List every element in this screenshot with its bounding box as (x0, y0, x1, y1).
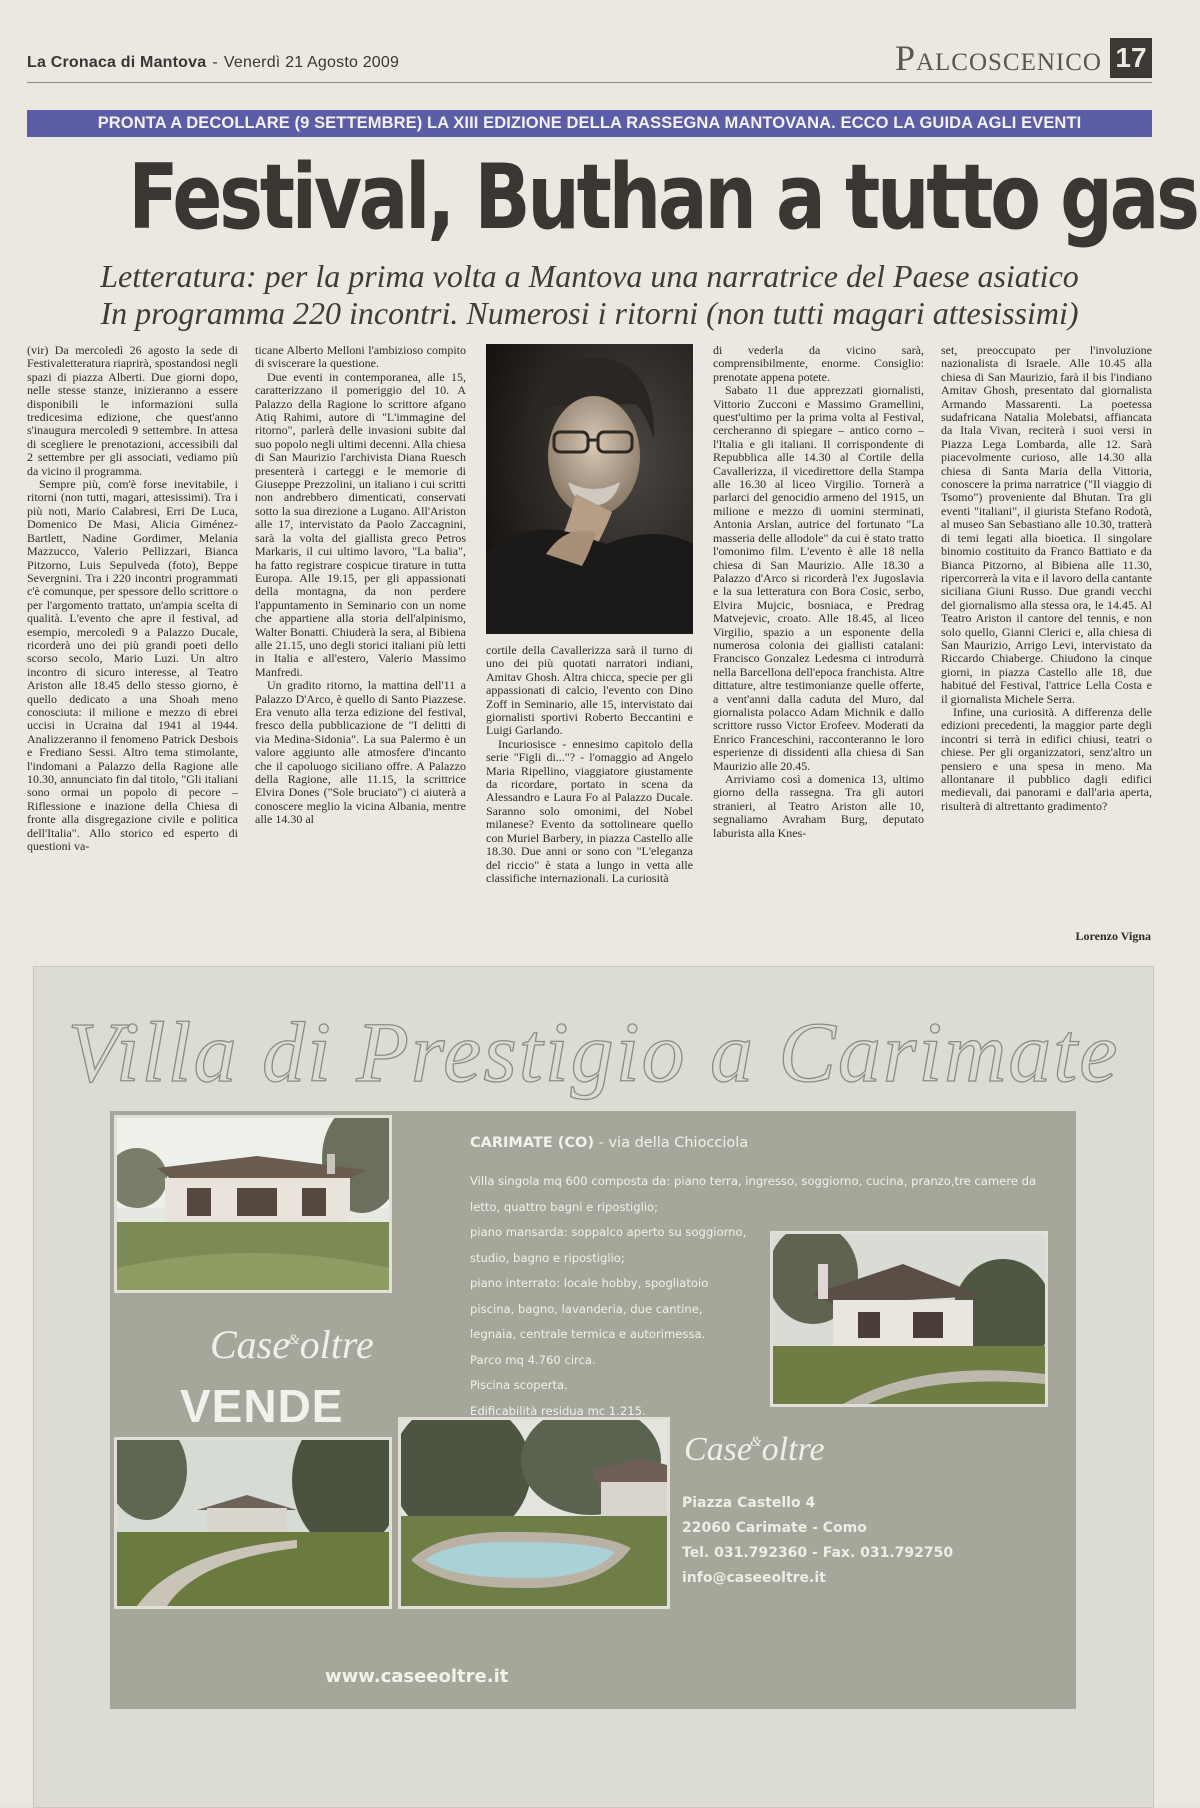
publication-name: La Cronaca di Mantova (27, 54, 207, 71)
contact-city: 22060 Carimate - Como (682, 1520, 867, 1536)
issue-date: Venerdì 21 Agosto 2009 (223, 54, 400, 71)
paragraph: Arriviamo così a domenica 13, ultimo giorno della rassegna. Tra gli autori stranieri, al Teatro Ariston alle 10, segnaliamo Avraham Burg, deputato laburista alla Knes- (713, 772, 924, 840)
villa-photo-pool (398, 1417, 670, 1609)
logo-text-main: Case (684, 1431, 752, 1468)
agency-logo-secondary (684, 1431, 825, 1469)
article-column-4 (713, 344, 924, 942)
paragraph: Sabato 11 due apprezzati giornalisti, Vittorio Zucconi e Massimo Gramellini, quest'ultimo per la prima volta al Festival, cercheranno di spiegare – antico corno – l'Italia e gli italiani. Il corrispondente di Repubblica alle 14.30 al Cortile della Cavallerizza, il vicedirettore della Stampa alle 16.30 al liceo Virgilio. Tornerà a parlarci del genocidio armeno del 1915, un milione e mezzo di uomini sterminati, Antonia Arslan, autrice del fortunato "La masseria delle allodole" da cui è stato tratto l'omonimo film. L'evento è alle 18 nella chiesa di San Maurizio. Alle 18.30 a Palazzo d'Arco si ricorderà l'ex Jugoslavia e la sua letteratura con Bora Cosic, serbo, Elvira Mujcic, bosniaca, e Predrag Matvejevic, croato. Alle 18.45, al liceo Virgilio, spazio a un esponente della numerosa colonia dei giallisti catalani: Francisco Gonzalez Ledesma ci introdurrà nella Barcellona dell'epoca franchista. Altre dittature, altre testimonianze quelle offerte, a vent'anni dalla caduta del Muro, dal giornalista polacco Adam Michnik e dallo scrittore russo Victor Erofeev. Moderati da Enrico Franceschini, racconteranno le loro esperienze di dissidenti alla chiesa di San Maurizio alle 20.45. (713, 383, 924, 773)
portrait-illustration (486, 344, 693, 634)
logo-text-main: Case (210, 1322, 290, 1367)
pool-illustration (401, 1420, 667, 1606)
headline: Festival, Buthan a tutto gas (128, 145, 1197, 250)
contact-address: Piazza Castello 4 (682, 1495, 816, 1511)
agency-logo (210, 1321, 374, 1368)
agency-website: www.caseeoltre.it (325, 1666, 509, 1687)
paragraph: cortile della Cavallerizza sarà il turno di uno dei più quotati narratori indiani, Amitav Ghosh. Altra chicca, specie per gli appassionati di calcio, l'evento con Dino Zoff in Seminario, alle 15, intervistato dai giornalisti sportivi Roberto Beccantini e Luigi Garlando. (486, 644, 693, 738)
description-line: piano mansarda: soppalco aperto su soggiorno, (470, 1225, 747, 1239)
logo-text-sup: & (288, 1332, 300, 1348)
page-header-right (895, 38, 1152, 78)
villa-side-illustration (773, 1234, 1045, 1404)
paragraph: set, preoccupato per l'involuzione nazionalista di Israele. Alle 10.45 alla chiesa di San Maurizio, farà il bis l'indiano Amitav Ghosh, presentato dal giornalista Armando Massarenti. La poetessa sudafricana Natalia Molebatsi, affiancata da Itala Vivan, reciterà i suoi versi in Piazza Lega Lombarda, alle 12. Sarà piacevolmente curioso, alle 14.30 alla chiesa di Santa Maria della Vittoria, conoscere la prima narratrice ("Il viaggio di Tsomo") proveniente dal Bhutan. Tra gli eventi "italiani", il giurista Stefano Rodotà, al museo San Sebastiano alle 10.30, tratterà di temi legati alla bioetica. Il singolare binomio costituito da Franco Battiato e da Bianca Pitzorno, al Bibiena alle 11.30, ripercorrerà la vita e il lavoro della cantante siciliana Giuni Russo. Due grandi vecchi del giornalismo alla stessa ora, le 14.45. Al Teatro Ariston il cantore del tennis, e non solo quello, Gianni Clerici e, alla chiesa di San Maurizio, Arrigo Levi, intervistato da Riccardo Chiaberge. Chiudono la cinque giorni, in piazza Castello alle 18, due habitué del Festival, l'attrice Lella Costa e il giornalista Michele Serra. (941, 344, 1152, 706)
paragraph: (vir) Da mercoledì 26 agosto la sede di Festivaletteratura riaprirà, spostandosi negli spazi di piazza Alberti. Due giorni dopo, nelle stesse stanze, inizieranno a essere disponibili le informazioni sulla tredicesima edizione, che quest'anno s'inaugura mercoledì 9 settembre. In attesa di scegliere le prenotazioni, accessibili dal 2 settembre per gli associati, vediamo più da vicino il programma. (27, 344, 238, 478)
author-photo (486, 344, 693, 634)
subheadline (27, 258, 1152, 332)
page-header-left (27, 54, 399, 72)
article-column-5 (941, 344, 1152, 942)
page-number: 17 (1110, 38, 1152, 78)
subheadline-line-1: Letteratura: per la prima volta a Mantova una narratrice del Paese asiatico (100, 258, 1079, 294)
description-line: legnaia, centrale termica e autorimessa. (470, 1327, 706, 1341)
section-name: Palcoscenico (894, 38, 1102, 78)
description-line: Parco mq 4.760 circa. (470, 1352, 596, 1367)
property-address: - via della Chiocciola (594, 1135, 749, 1151)
real-estate-advertisement (33, 966, 1154, 1808)
paragraph: Infine, una curiosità. A differenza delle edizioni precedenti, la maggior parte degli incontri si terrà in edifici chiusi, teatri o chiese. Per gli organizzatori, senz'altro un pensiero e una spesa in meno. Ma allontanare il pubblico dagli edifici medievali, dai panorami e dall'aria aperta, risulterà di altrettanto gradimento? (941, 704, 1152, 813)
agency-contact (682, 1491, 954, 1591)
paragraph: di vederla da vicino sarà, comprensibilmente, enorme. Consiglio: prenotate appena potete. (713, 344, 924, 384)
villa-photo-garden (114, 1437, 392, 1609)
logo-text-end: oltre (761, 1431, 825, 1468)
description-line: Villa singola mq 600 composta da: piano terra, ingresso, soggiorno, cucina, pranzo,tre camere da (470, 1174, 1037, 1188)
logo-text-sup: & (750, 1434, 762, 1450)
paragraph: Sempre più, com'è forse inevitabile, i ritorni (non tutti, magari, attesissimi). Tra i più noti, Mario Calabresi, Erri De Luca, Domenico De Masi, Alicia Giménez-Bartlett, Nadine Gordimer, Melania Mazzucco, Valerio Pellizzari, Bianca Pitzorno, Luis Sepulveda (foto), Beppe Severgnini. Tra i 220 incontri programmati c'è comunque, per spessore dello scrittore o per l'argomento trattato, un'ampia scelta di qualità. L'evento che apre il festival, ad esempio, mercoledì 9 a Palazzo Ducale, ricorderà uno dei più grandi poeti dello scorso secolo, Mario Luzi. Un altro incontro di sicuro interesse, al Teatro Ariston alle 18.45 dello stesso giorno, è quello dedicato a una Shoah meno conosciuta: il milione e mezzo di ebrei uccisi in Ucraina dal 1941 al 1944. Analizzeranno il fenomeno Patrick Desbois e Frediano Sessi. Altro tema stimolante, l'indomani a Palazzo della Ragione alle 10.30, annunciato fin dal titolo, "Gli italiani sono ormai un popolo di pecore – Riflessione e inazione della Chiesa di fronte alla disgregazione civile e politica dell'Italia". Allo storico ed esperto di questioni va- (27, 477, 238, 854)
article-column-1 (27, 344, 238, 942)
ad-title: Villa di Prestigio a Carimate (67, 1004, 1120, 1100)
header-separator: - (212, 54, 218, 71)
paragraph: Due eventi in contemporanea, alle 15, caratterizzano il pomeriggio del 10. A Palazzo della Ragione lo scrittore afgano Atiq Rahimi, autore di "L'immagine del ritorno", parlerà delle invasioni subite dal suo popolo negli ultimi decenni. Alla chiesa di San Maurizio l'archivista Diana Ruesch presenterà i carteggi e le memorie di Giuseppe Prezzolini, un italiano i cui scritti non andrebbero dimenticati, conservati sotto la sua direzione a Lugano. All'Ariston alle 17, intervistato da Paolo Zaccagnini, sarà la volta del giallista greco Petros Markaris, il cui ultimo lavoro, "La balia", ha fatto registrare cospicue tirature in tutta Europa. Alle 19.15, per gli appassionati della montagna, da non perdere l'appuntamento in Seminario con un nome che appartiene alla storia dell'alpinismo, Walter Bonatti. Chiuderà la sera, al Bibiena alle 21.15, uno degli storici italiani più letti in Italia e all'estero, Valerio Massimo Manfredi. (255, 369, 466, 679)
description-line: letto, quattro bagni e ripostiglio; (470, 1199, 659, 1214)
villa-photo-front (114, 1115, 392, 1293)
description-line: studio, bagno e ripostiglio; (470, 1250, 625, 1265)
paragraph: ticane Alberto Melloni l'ambizioso compito di sviscerare la questione. (255, 344, 466, 371)
subheadline-line-2: In programma 220 incontri. Numerosi i ritorni (non tutti magari attesissimi) (100, 295, 1079, 331)
logo-text-end: oltre (299, 1322, 374, 1367)
byline: Lorenzo Vigna (1075, 929, 1151, 943)
contact-phone: Tel. 031.792360 - Fax. 031.792750 (682, 1545, 954, 1561)
description-line: piano interrato: locale hobby, spogliatoio (470, 1276, 709, 1290)
contact-email: info@caseeoltre.it (682, 1570, 826, 1586)
property-city: CARIMATE (CO) (470, 1135, 595, 1151)
article-column-3 (486, 644, 693, 942)
paragraph: Incuriosisce - ennesimo capitolo della serie "Figli di..."? - l'omaggio ad Angelo Maria Ripellino, viaggiatore giustamente da ricordare, portato in scena da Alessandro e Laura Fo al Palazzo Ducale. Saranno solo omonimi, del Nobel milanese? Evento da sottolineare quello con Muriel Barbery, in piazza Castello alle 18.30. Due anni or sono con "L'eleganza del riccio" è stata a lungo in vetta alle classifiche internazionali. La curiosità (486, 736, 693, 885)
kicker-banner: PRONTA A DECOLLARE (9 SETTEMBRE) LA XIII EDIZIONE DELLA RASSEGNA MANTOVANA. ECCO LA GUIDA AGLI EVENTI (27, 110, 1152, 137)
garden-illustration (117, 1440, 389, 1606)
sale-label: VENDE (180, 1380, 344, 1432)
ad-panel (110, 1111, 1076, 1709)
description-line: piscina, bagno, lavanderia, due cantine, (470, 1301, 703, 1316)
article-column-2 (255, 344, 466, 942)
paragraph: Un gradito ritorno, la mattina dell'11 a Palazzo D'Arco, è quello di Santo Piazzese. Era venuto alla terza edizione del festival, fresco della pubblicazione de "I delitti di via Medina-Sidonia". La sua Palermo è un valore aggiunto alle atmosfere d'incanto che il capoluogo siciliano offre. A Palazzo della Ragione, alle 11.15, la scrittrice Elvira Dones ("Sole bruciato") ci aiuterà a conoscere meglio la vicina Albania, mentre alle 14.30 al (255, 678, 466, 827)
description-line: Edificabilità residua mc 1.215. (470, 1403, 646, 1418)
villa-front-illustration (117, 1118, 389, 1290)
description-line: Piscina scoperta. (470, 1378, 568, 1392)
villa-photo-side (770, 1231, 1048, 1407)
header-rule (27, 82, 1152, 83)
property-location (470, 1135, 1020, 1151)
